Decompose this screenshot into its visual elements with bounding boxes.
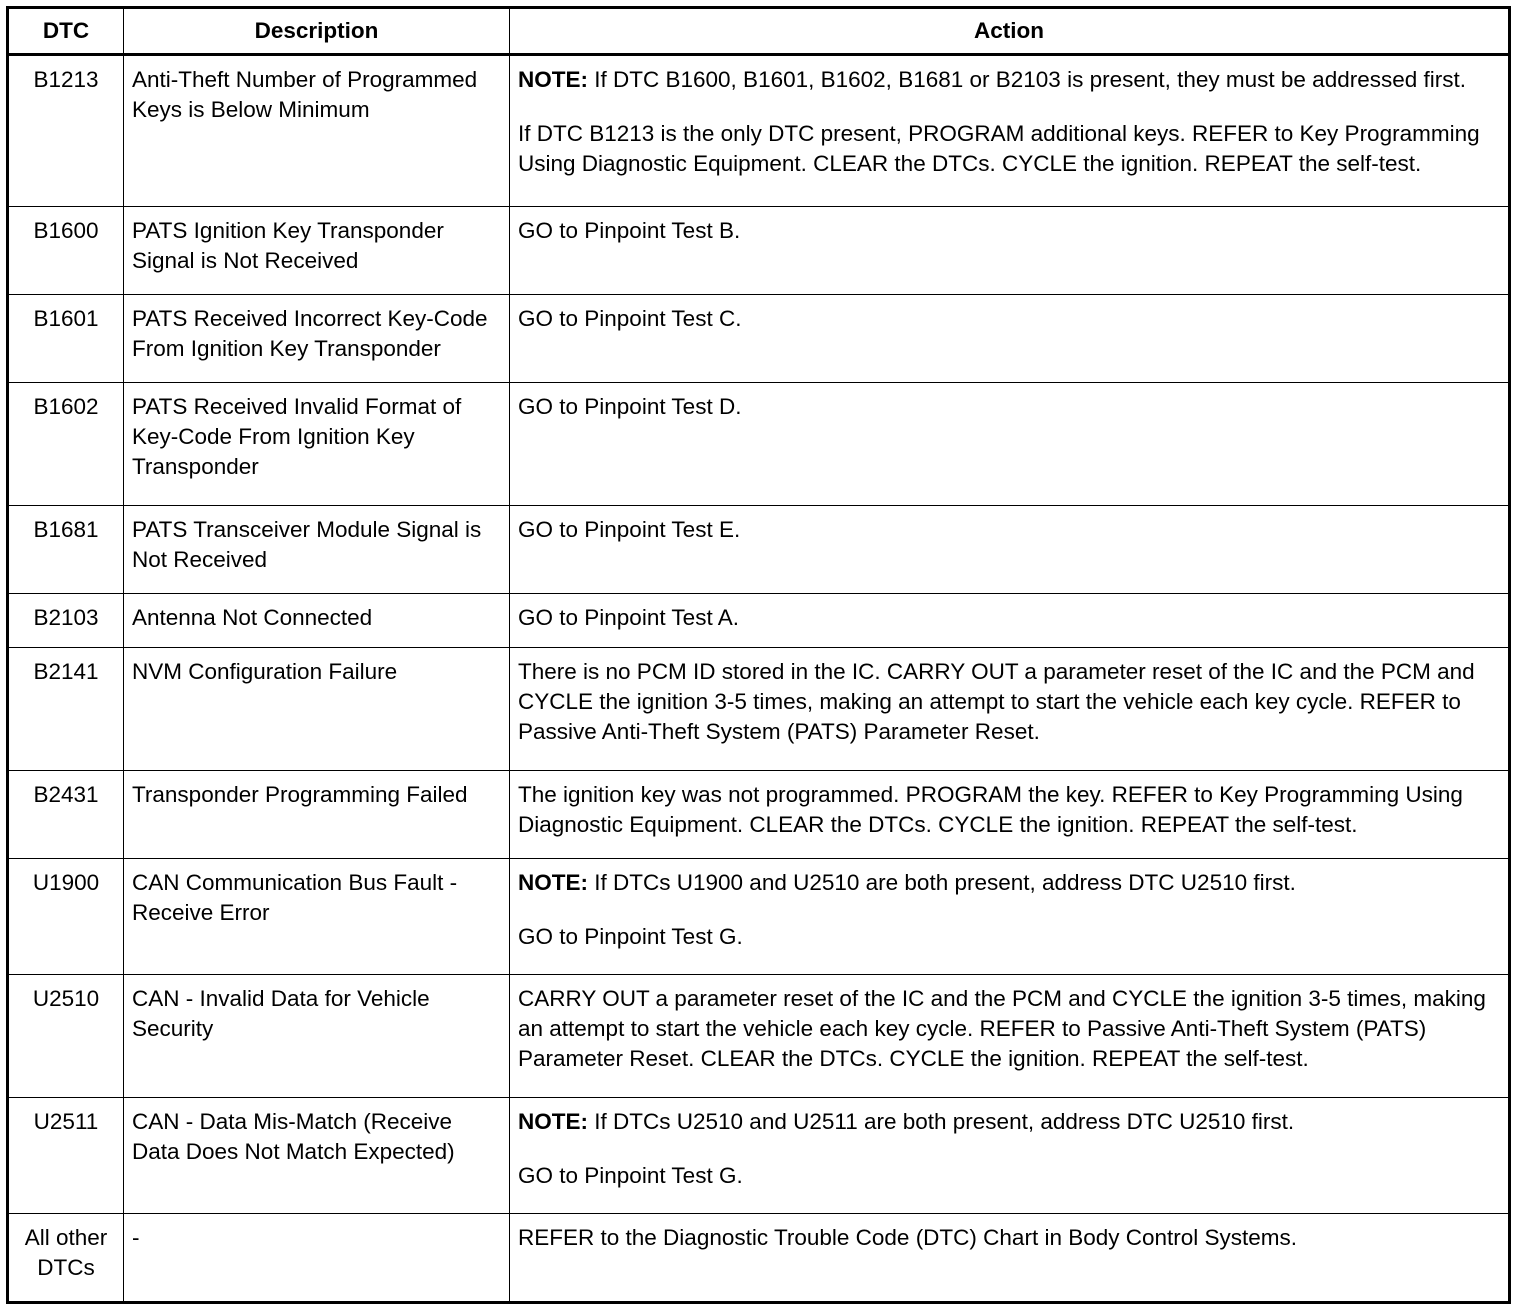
action-paragraph [518,780,1500,840]
dtc-code: U2510 [8,974,124,1097]
table-row [8,383,1510,506]
action-text: REFER to the Diagnostic Trouble Code (DTC) Chart in Body Control Systems. [518,1224,1298,1250]
action-paragraph [518,119,1500,179]
action-text: The ignition key was not programmed. PROGRAM the key. REFER to Key Programming Using Diagnostic Equipment. CLEAR the DTCs. CYCLE the ignition. REPEAT the self-test. [518,781,1463,837]
action-paragraph [518,657,1500,747]
dtc-description: PATS Ignition Key Transponder Signal is Not Received [124,206,510,294]
action-paragraph [518,984,1500,1074]
dtc-code: B1601 [8,295,124,383]
dtc-action [510,1213,1510,1302]
action-text: CARRY OUT a parameter reset of the IC and the PCM and CYCLE the ignition 3-5 times, making an attempt to start the vehicle each key cycle. REFER to Passive Anti-Theft System (PATS) Parameter Reset. CLEAR the DTCs. CYCLE the ignition. REPEAT the self-test. [518,985,1486,1071]
header-action: Action [510,8,1510,55]
dtc-code: All other DTCs [8,1213,124,1302]
action-text: GO to Pinpoint Test B. [518,217,741,243]
action-paragraph [518,1223,1500,1253]
table-row [8,506,1510,594]
note-label: NOTE: [518,67,588,92]
note-label: NOTE: [518,1108,588,1134]
table-row [8,594,1510,647]
table-row [8,647,1510,770]
dtc-description: PATS Received Invalid Format of Key-Code From Ignition Key Transponder [124,383,510,506]
action-text: GO to Pinpoint Test E. [518,517,741,543]
dtc-action [510,858,1510,974]
table-row [8,858,1510,974]
dtc-description: Antenna Not Connected [124,594,510,647]
action-text: GO to Pinpoint Test D. [518,394,742,420]
dtc-description: NVM Configuration Failure [124,647,510,770]
dtc-description: CAN Communication Bus Fault - Receive Error [124,858,510,974]
action-paragraph [518,216,1500,246]
dtc-description: CAN - Data Mis-Match (Receive Data Does Not Match Expected) [124,1097,510,1213]
dtc-action [510,647,1510,770]
dtc-action [510,383,1510,506]
action-text: GO to Pinpoint Test A. [518,605,739,631]
dtc-description: Anti-Theft Number of Programmed Keys is Below Minimum [124,55,510,207]
header-dtc: DTC [8,8,124,55]
action-paragraph [518,392,1500,422]
action-text: GO to Pinpoint Test G. [518,1162,743,1188]
action-text: If DTCs U1900 and U2510 are both present, address DTC U2510 first. [588,869,1296,895]
table-row [8,1213,1510,1302]
action-paragraph [518,515,1500,545]
dtc-description: PATS Received Incorrect Key-Code From Ignition Key Transponder [124,295,510,383]
table-row [8,55,1510,207]
table-row [8,974,1510,1097]
action-paragraph [518,603,1500,633]
dtc-description: PATS Transceiver Module Signal is Not Received [124,506,510,594]
action-text: If DTC B1213 is the only DTC present, PROGRAM additional keys. REFER to Key Programming Using Diagnostic Equipment. CLEAR the DTCs. CYCLE the ignition. REPEAT the self-test. [518,121,1480,176]
dtc-description: - [124,1213,510,1302]
header-description: Description [124,8,510,55]
action-text: There is no PCM ID stored in the IC. CARRY OUT a parameter reset of the IC and the PCM and CYCLE the ignition 3-5 times, making an attempt to start the vehicle each key cycle. REFER to Passive Anti-Theft System (PATS) Parameter Reset. [518,658,1475,744]
dtc-action [510,206,1510,294]
dtc-action [510,1097,1510,1213]
action-paragraph [518,868,1500,898]
dtc-code: B1681 [8,506,124,594]
dtc-description: Transponder Programming Failed [124,770,510,858]
table-row [8,1097,1510,1213]
action-paragraph [518,304,1500,334]
dtc-action [510,974,1510,1097]
table-row [8,206,1510,294]
dtc-action [510,506,1510,594]
header-row [8,8,1510,55]
action-text: GO to Pinpoint Test C. [518,306,742,332]
table-row [8,295,1510,383]
action-paragraph [518,1107,1500,1137]
action-paragraph [518,922,1500,952]
action-text: If DTC B1600, B1601, B1602, B1681 or B2103 is present, they must be addressed first. [588,67,1467,92]
dtc-action [510,770,1510,858]
dtc-action [510,594,1510,647]
dtc-action [510,55,1510,207]
dtc-code: U1900 [8,858,124,974]
dtc-action [510,295,1510,383]
dtc-table [6,6,1511,1304]
dtc-code: B1600 [8,206,124,294]
note-label: NOTE: [518,869,588,895]
action-paragraph [518,1161,1500,1191]
action-text: If DTCs U2510 and U2511 are both present, address DTC U2510 first. [588,1108,1295,1134]
dtc-code: B1602 [8,383,124,506]
dtc-code: B2431 [8,770,124,858]
dtc-code: U2511 [8,1097,124,1213]
dtc-code: B1213 [8,55,124,207]
action-text: GO to Pinpoint Test G. [518,923,743,949]
dtc-code: B2103 [8,594,124,647]
dtc-description: CAN - Invalid Data for Vehicle Security [124,974,510,1097]
table-row [8,770,1510,858]
action-paragraph [518,65,1500,95]
dtc-code: B2141 [8,647,124,770]
